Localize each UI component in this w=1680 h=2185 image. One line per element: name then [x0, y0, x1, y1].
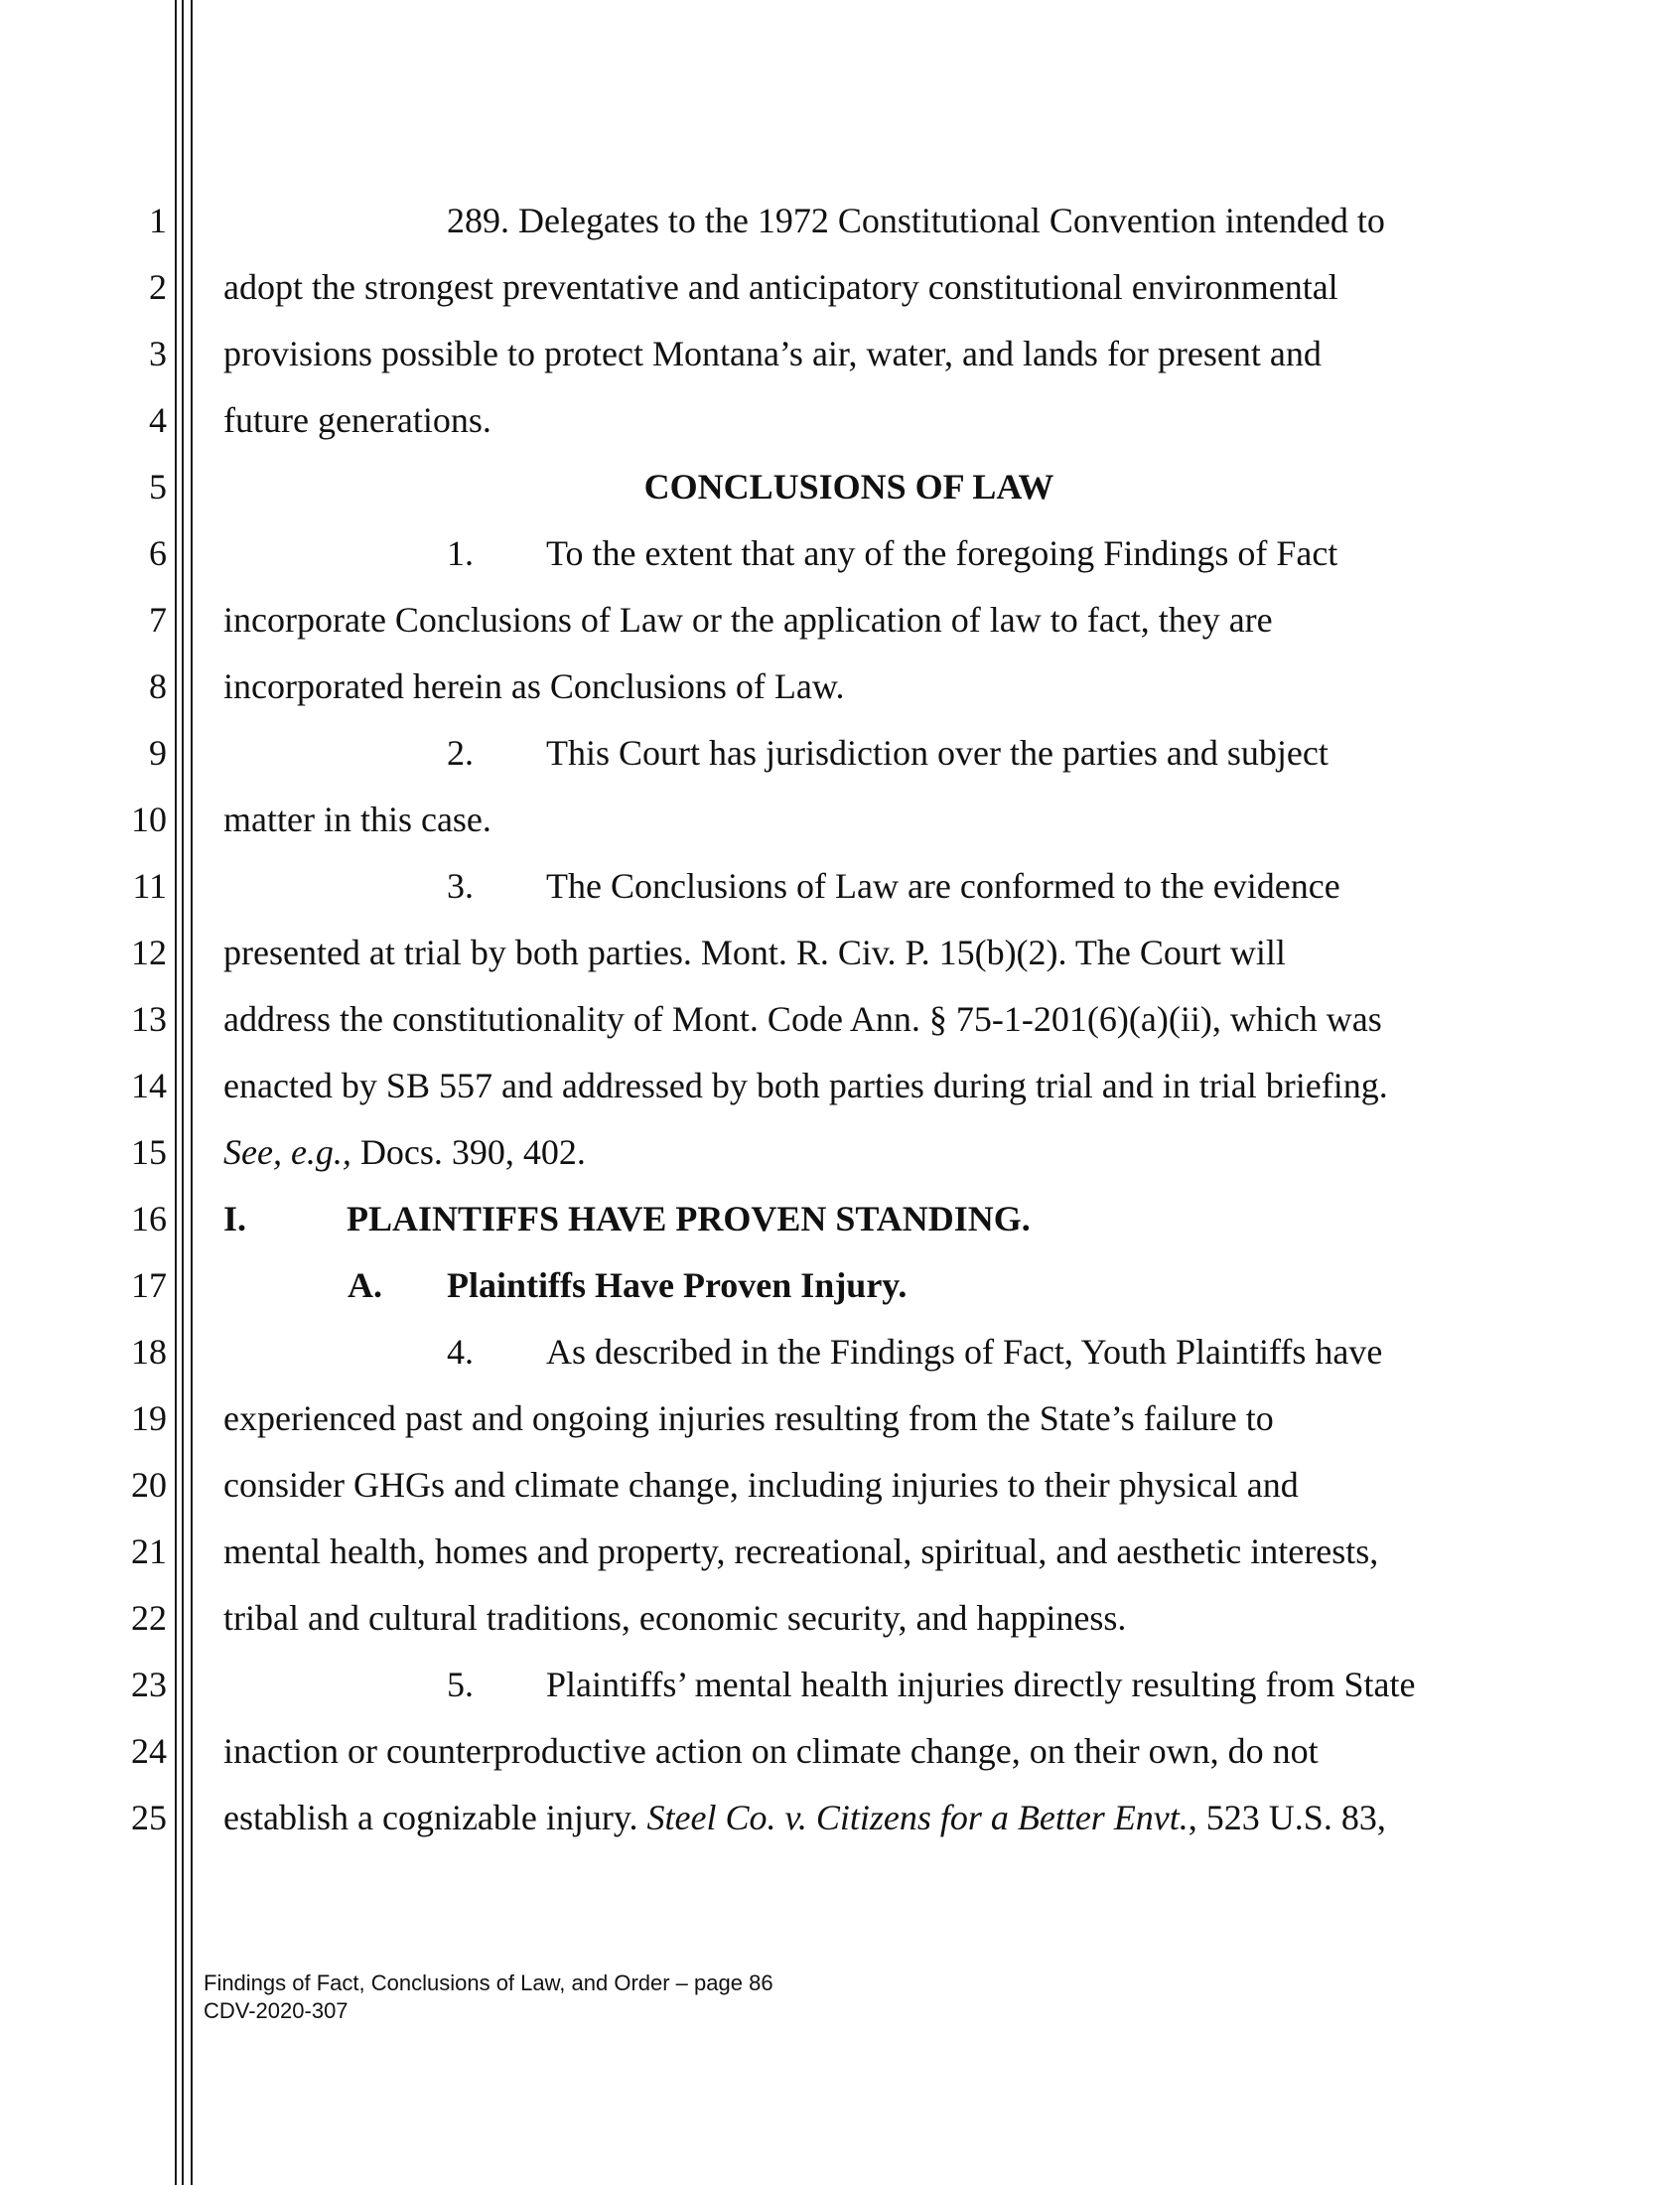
paragraph-1-line-3: incorporated herein as Conclusions of Law.: [223, 666, 845, 706]
footer-case-number: CDV-2020-307: [204, 1998, 349, 2023]
line-number: 16: [131, 1199, 167, 1238]
paragraph-number: 3.: [447, 866, 474, 906]
line-number: 25: [131, 1798, 167, 1837]
line-number: 15: [131, 1132, 167, 1172]
left-margin-rule-2: [182, 0, 184, 2185]
line-number: 17: [131, 1265, 167, 1305]
section-title: PLAINTIFFS HAVE PROVEN STANDING.: [347, 1199, 1031, 1238]
paragraph-text: This Court has jurisdiction over the parties and subject: [546, 733, 1329, 773]
paragraph-289-line-1: 289. Delegates to the 1972 Constitutional Convention intended to: [447, 201, 1385, 240]
line-number: 1: [149, 201, 167, 240]
paragraph-2-line-2: matter in this case.: [223, 800, 491, 839]
line-number: 11: [132, 866, 167, 906]
line-number: 5: [149, 467, 167, 507]
citation-signal: See, e.g.,: [223, 1132, 351, 1172]
paragraph-4-line-2: experienced past and ongoing injuries resulting from the State’s failure to: [223, 1398, 1274, 1438]
line-number: 19: [131, 1398, 167, 1438]
paragraph-289-line-2: adopt the strongest preventative and anticipatory constitutional environmental: [223, 267, 1338, 307]
paragraph-number: 4.: [447, 1332, 474, 1372]
paragraph-text: Plaintiffs’ mental health injuries directly resulting from State: [546, 1665, 1416, 1704]
section-heading-i: [223, 1198, 1031, 1239]
paragraph-3-line-1: [447, 865, 1340, 907]
paragraph-5-line-2: inaction or counterproductive action on climate change, on their own, do not: [223, 1731, 1319, 1771]
line-number: 4: [149, 400, 167, 440]
paragraph-text: establish a cognizable injury.: [223, 1798, 647, 1837]
paragraph-text: The Conclusions of Law are conformed to the evidence: [546, 866, 1340, 906]
subsection-number: A.: [348, 1265, 382, 1305]
line-number: 24: [131, 1731, 167, 1771]
line-number: 14: [131, 1066, 167, 1105]
line-number: 9: [149, 733, 167, 773]
section-number: I.: [223, 1199, 247, 1238]
paragraph-3-line-4: enacted by SB 557 and addressed by both parties during trial and in trial briefing.: [223, 1066, 1388, 1105]
paragraph-4-line-3: consider GHGs and climate change, including injuries to their physical and: [223, 1465, 1299, 1505]
paragraph-3-line-5: [223, 1131, 586, 1173]
left-margin-rule-1: [175, 0, 177, 2185]
paragraph-text: As described in the Findings of Fact, Youth Plaintiffs have: [546, 1332, 1383, 1372]
paragraph-number: 1.: [447, 533, 474, 573]
paragraph-1-line-2: incorporate Conclusions of Law or the application of law to fact, they are: [223, 600, 1273, 640]
citation-text: , 523 U.S. 83,: [1188, 1798, 1386, 1837]
line-number: 6: [149, 533, 167, 573]
line-number: 3: [149, 334, 167, 373]
paragraph-3-line-2: presented at trial by both parties. Mont. R. Civ. P. 15(b)(2). The Court will: [223, 933, 1286, 972]
paragraph-2-line-1: [447, 732, 1329, 774]
paragraph-289-line-3: provisions possible to protect Montana’s air, water, and lands for present and: [223, 334, 1322, 373]
paragraph-289-line-4: future generations.: [223, 400, 491, 440]
paragraph-5-line-1: [447, 1664, 1415, 1705]
line-number: 18: [131, 1332, 167, 1372]
case-citation: Steel Co. v. Citizens for a Better Envt.: [646, 1798, 1189, 1837]
line-number: 13: [131, 999, 167, 1039]
subsection-heading-a: [348, 1264, 907, 1306]
left-margin-rule-3: [191, 0, 193, 2185]
paragraph-3-line-3: address the constitutionality of Mont. Code Ann. § 75-1-201(6)(a)(ii), which was: [223, 999, 1382, 1039]
line-number: 12: [131, 933, 167, 972]
line-number: 21: [131, 1531, 167, 1571]
line-number: 20: [131, 1465, 167, 1505]
line-number: 10: [131, 800, 167, 839]
line-number: 2: [149, 267, 167, 307]
paragraph-text: To the extent that any of the foregoing Findings of Fact: [546, 533, 1338, 573]
paragraph-5-line-3: [223, 1797, 1386, 1838]
paragraph-number: 5.: [447, 1665, 474, 1704]
footer-title: Findings of Fact, Conclusions of Law, and Order – page 86: [204, 1970, 773, 1995]
line-number: 7: [149, 600, 167, 640]
subsection-title: Plaintiffs Have Proven Injury.: [447, 1265, 908, 1305]
paragraph-4-line-5: tribal and cultural traditions, economic security, and happiness.: [223, 1598, 1127, 1638]
paragraph-number: 2.: [447, 733, 474, 773]
citation-text: Docs. 390, 402.: [350, 1132, 586, 1172]
conclusions-heading: CONCLUSIONS OF LAW: [643, 467, 1054, 507]
line-number: 8: [149, 666, 167, 706]
line-number: 23: [131, 1665, 167, 1704]
paragraph-1-line-1: [447, 532, 1337, 574]
paragraph-4-line-4: mental health, homes and property, recreational, spiritual, and aesthetic interests,: [223, 1531, 1379, 1571]
paragraph-4-line-1: [447, 1331, 1382, 1373]
line-number: 22: [131, 1598, 167, 1638]
